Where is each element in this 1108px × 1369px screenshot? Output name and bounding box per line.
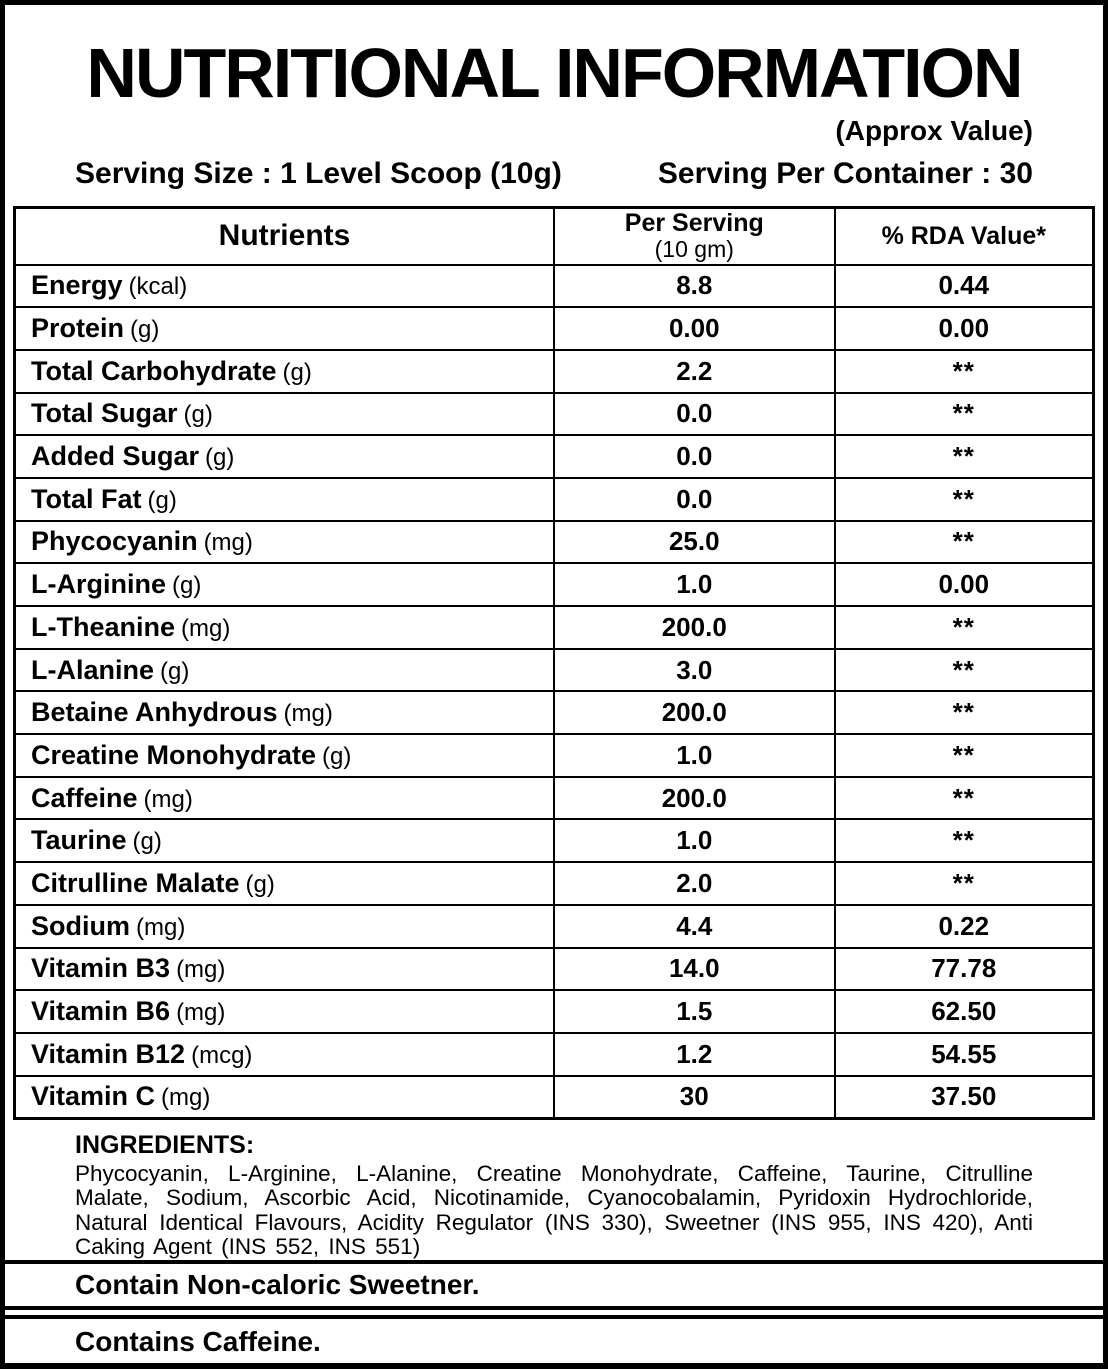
rda-value-cell: ** — [835, 606, 1094, 649]
per-serving-value-cell: 3.0 — [554, 649, 835, 692]
nutrient-unit: (kcal) — [128, 273, 188, 301]
nutrient-name-cell — [15, 734, 555, 777]
nutrient-name-cell — [15, 948, 555, 991]
note-sweetener: Contain Non-caloric Sweetner. — [5, 1260, 1103, 1310]
nutrient-unit: (g) — [282, 358, 312, 386]
nutrient-name: Vitamin B12 — [31, 1038, 186, 1069]
per-serving-value-cell: 0.0 — [554, 435, 835, 478]
per-serving-value-cell: 2.0 — [554, 862, 835, 905]
nutrient-name-cell — [15, 435, 555, 478]
per-serving-value-cell: 0.0 — [554, 393, 835, 436]
table-row — [15, 435, 1094, 478]
ingredients-section — [5, 1120, 1103, 1260]
nutrient-unit: (g) — [183, 401, 213, 429]
nutrient-unit: (g) — [132, 828, 162, 856]
nutrient-unit: (mg) — [161, 1084, 211, 1112]
serving-info — [75, 156, 1033, 191]
rda-value-cell: ** — [835, 393, 1094, 436]
rda-value-cell: 62.50 — [835, 990, 1094, 1033]
nutrient-name: L-Theanine — [31, 611, 176, 642]
table-row — [15, 393, 1094, 436]
table-row — [15, 990, 1094, 1033]
per-serving-value-cell: 1.5 — [554, 990, 835, 1033]
nutrient-name: L-Alanine — [31, 654, 155, 685]
nutrient-unit: (g) — [160, 657, 190, 685]
table-row — [15, 1076, 1094, 1119]
nutrient-unit: (g) — [147, 486, 177, 514]
nutrient-name: Added Sugar — [31, 441, 200, 472]
per-serving-value-cell: 4.4 — [554, 905, 835, 948]
nutrient-unit: (mg) — [176, 956, 226, 984]
table-row — [15, 606, 1094, 649]
nutrient-name: Taurine — [31, 825, 127, 856]
table-row — [15, 521, 1094, 564]
nutrient-name-cell — [15, 265, 555, 308]
table-row — [15, 350, 1094, 393]
per-serving-value-cell: 1.0 — [554, 819, 835, 862]
nutrient-unit: (g) — [205, 444, 235, 472]
col-header-nutrients: Nutrients — [15, 208, 555, 265]
nutrient-name-cell — [15, 478, 555, 521]
nutrient-name: Energy — [31, 270, 123, 301]
ingredients-text: Phycocyanin, L-Arginine, L-Alanine, Creatine Monohydrate, Caffeine, Taurine, Citrulline Malate, Sodium, Ascorbic Acid, Nicotinamide, Cyanocobalamin, Pyridoxin Hydrochloride, Natural Identical Flavours, Acidity Regulator (INS 330), Sweetner (INS 955, INS 420), Anti Caking Agent (INS 552, INS 551) — [75, 1160, 1033, 1260]
nutrient-name: Total Fat — [31, 483, 142, 514]
table-row — [15, 649, 1094, 692]
per-serving-value-cell: 25.0 — [554, 521, 835, 564]
table-row — [15, 777, 1094, 820]
rda-value-cell: ** — [835, 691, 1094, 734]
ingredients-heading: INGREDIENTS: — [75, 1130, 255, 1159]
per-serving-value-cell: 8.8 — [554, 265, 835, 308]
nutrient-name: Phycocyanin — [31, 526, 198, 557]
page-title: NUTRITIONAL INFORMATION — [86, 34, 1022, 112]
nutrient-name: Creatine Monohydrate — [31, 739, 317, 770]
rda-value-cell: ** — [835, 734, 1094, 777]
per-serving-value-cell: 14.0 — [554, 948, 835, 991]
table-row — [15, 948, 1094, 991]
table-row — [15, 1033, 1094, 1076]
per-serving-value-cell: 30 — [554, 1076, 835, 1119]
nutrient-name-cell — [15, 1033, 555, 1076]
table-row — [15, 905, 1094, 948]
rda-value-cell: ** — [835, 862, 1094, 905]
nutrient-name-cell — [15, 819, 555, 862]
per-serving-value-cell: 200.0 — [554, 691, 835, 734]
per-serving-sublabel: (10 gm) — [654, 235, 734, 262]
rda-value-cell: 54.55 — [835, 1033, 1094, 1076]
nutrient-name-cell — [15, 563, 555, 606]
per-serving-label: Per Serving — [624, 208, 764, 237]
rda-value-cell: ** — [835, 521, 1094, 564]
rda-value-cell: 77.78 — [835, 948, 1094, 991]
nutrient-unit: (mg) — [181, 614, 231, 642]
nutrient-unit: (g) — [245, 870, 275, 898]
per-serving-value-cell: 200.0 — [554, 606, 835, 649]
per-serving-value-cell: 1.0 — [554, 563, 835, 606]
table-row — [15, 862, 1094, 905]
nutrient-name-cell — [15, 862, 555, 905]
advisory-notes — [5, 1260, 1103, 1365]
nutrient-unit: (g) — [130, 316, 160, 344]
rda-value-cell: ** — [835, 435, 1094, 478]
nutrient-unit: (mcg) — [191, 1041, 253, 1069]
nutrient-name: Total Carbohydrate — [31, 355, 277, 386]
nutrient-name-cell — [15, 606, 555, 649]
rda-value-cell: 0.00 — [835, 307, 1094, 350]
nutrient-name-cell — [15, 905, 555, 948]
table-row — [15, 734, 1094, 777]
rda-value-cell: ** — [835, 777, 1094, 820]
nutrient-name-cell — [15, 350, 555, 393]
per-serving-value-cell: 0.0 — [554, 478, 835, 521]
table-row — [15, 307, 1094, 350]
rda-value-cell: ** — [835, 819, 1094, 862]
table-row — [15, 691, 1094, 734]
table-row — [15, 265, 1094, 308]
per-serving-value-cell: 200.0 — [554, 777, 835, 820]
nutrient-name-cell — [15, 307, 555, 350]
rda-value-cell: 0.44 — [835, 265, 1094, 308]
per-serving-value-cell: 0.00 — [554, 307, 835, 350]
nutrient-name: Vitamin B6 — [31, 996, 171, 1027]
per-serving-value-cell: 1.0 — [554, 734, 835, 777]
nutrient-unit: (g) — [322, 742, 352, 770]
nutrition-table — [13, 206, 1095, 1120]
nutrient-name: Betaine Anhydrous — [31, 697, 278, 728]
nutrient-name-cell — [15, 393, 555, 436]
rda-value-cell: ** — [835, 350, 1094, 393]
nutrient-name-cell — [15, 691, 555, 734]
nutrient-name-cell — [15, 990, 555, 1033]
nutrient-name: Vitamin B3 — [31, 953, 171, 984]
per-serving-value-cell: 1.2 — [554, 1033, 835, 1076]
rda-value-cell: ** — [835, 649, 1094, 692]
nutrient-name: Total Sugar — [31, 398, 178, 429]
nutrient-name: Caffeine — [31, 782, 138, 813]
nutrient-unit: (mg) — [143, 785, 193, 813]
nutrient-unit: (mg) — [283, 700, 333, 728]
table-row — [15, 563, 1094, 606]
nutrient-name: L-Arginine — [31, 569, 166, 600]
rda-value-cell: 0.00 — [835, 563, 1094, 606]
serving-size: Serving Size : 1 Level Scoop (10g) — [75, 157, 562, 190]
per-serving-value-cell: 2.2 — [554, 350, 835, 393]
col-header-per-serving — [554, 208, 835, 265]
nutrient-name: Sodium — [31, 910, 130, 941]
nutrient-unit: (mg) — [203, 529, 253, 557]
nutrient-name: Vitamin C — [31, 1081, 156, 1112]
rda-value-cell: ** — [835, 478, 1094, 521]
approx-value-note: (Approx Value) — [835, 115, 1033, 146]
table-row — [15, 819, 1094, 862]
nutrient-unit: (mg) — [136, 913, 186, 941]
nutrient-name: Citrulline Malate — [31, 867, 240, 898]
note-caffeine: Contains Caffeine. — [5, 1315, 1103, 1365]
nutrient-name: Protein — [31, 313, 125, 344]
serving-per-container: Serving Per Container : 30 — [657, 157, 1033, 190]
col-header-rda: % RDA Value* — [835, 208, 1094, 265]
nutrient-name-cell — [15, 649, 555, 692]
table-row — [15, 478, 1094, 521]
rda-value-cell: 0.22 — [835, 905, 1094, 948]
nutrient-name-cell — [15, 1076, 555, 1119]
nutrient-unit: (g) — [172, 572, 202, 600]
nutrient-unit: (mg) — [176, 999, 226, 1027]
label-header — [5, 5, 1103, 191]
rda-value-cell: 37.50 — [835, 1076, 1094, 1119]
nutrient-name-cell — [15, 777, 555, 820]
nutrient-name-cell — [15, 521, 555, 564]
table-header-row — [15, 208, 1094, 265]
